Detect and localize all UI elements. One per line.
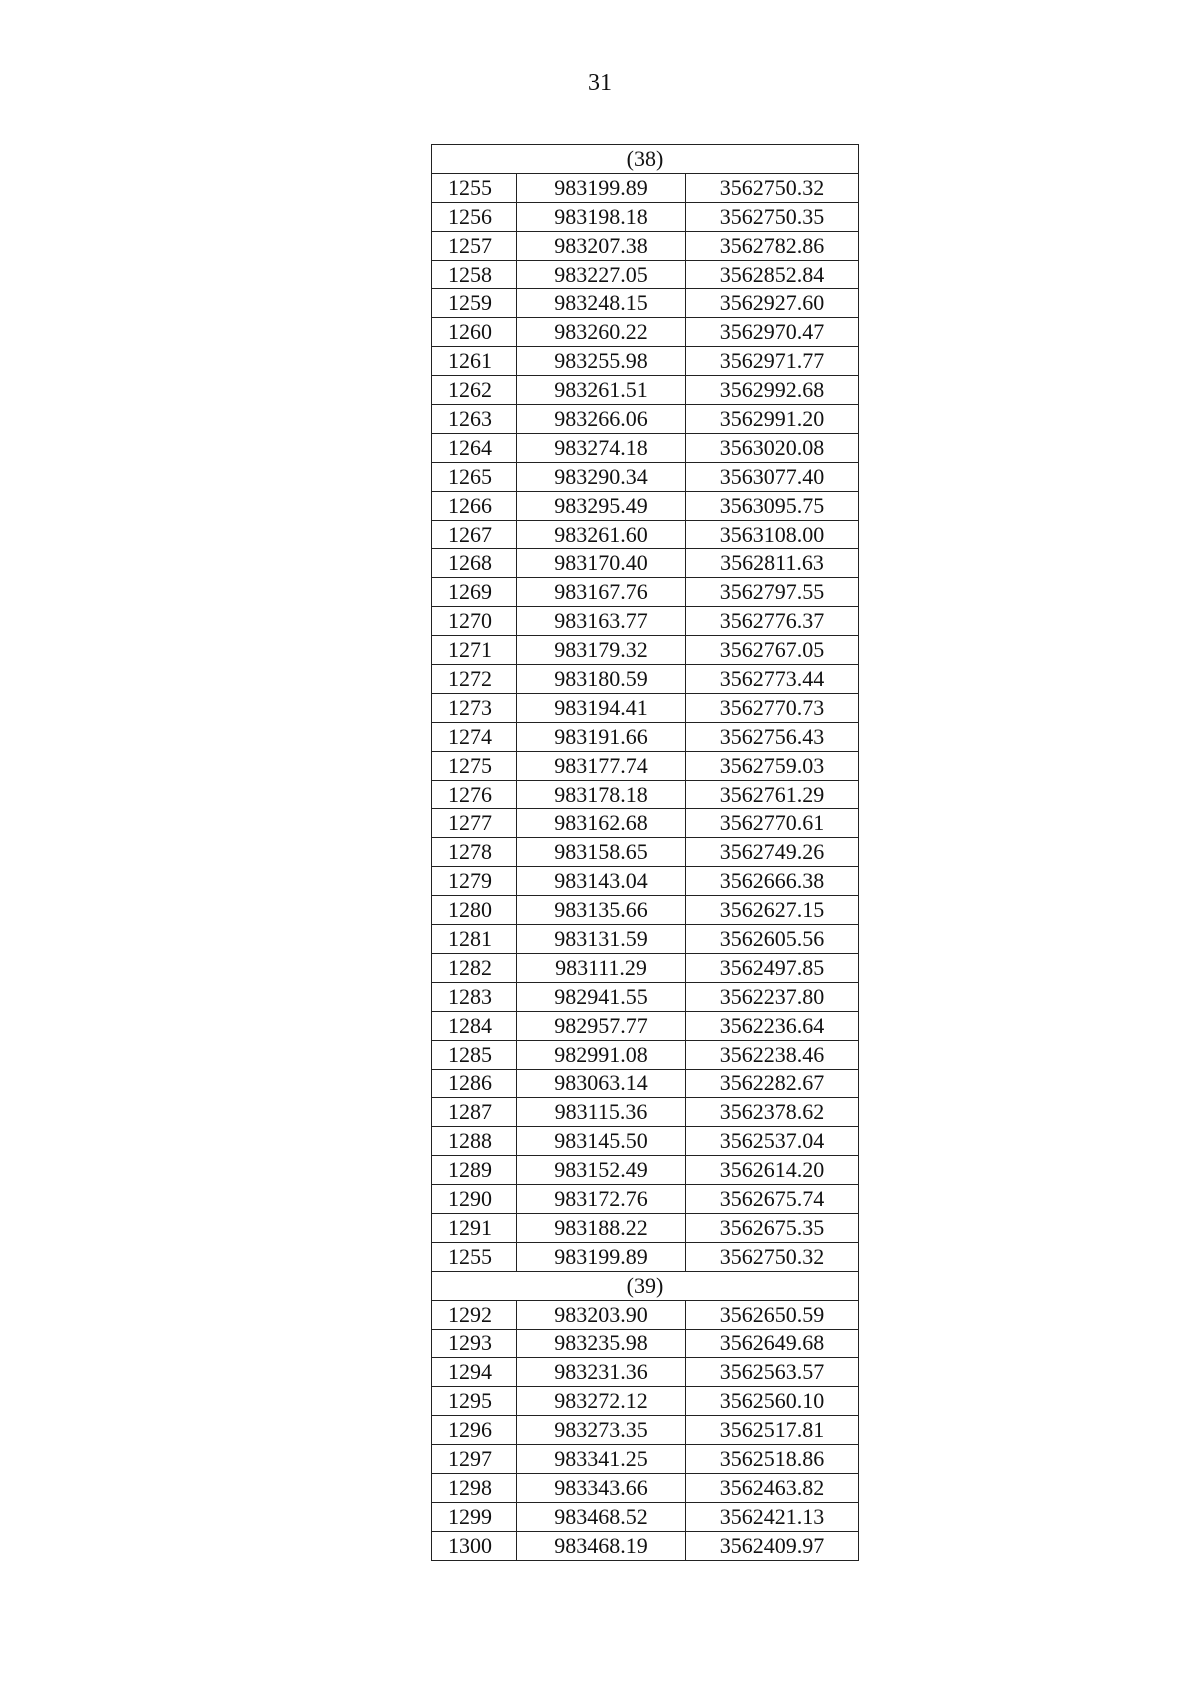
- y-coordinate-cell: 3562517.81: [686, 1416, 859, 1445]
- section-label: (38): [432, 145, 859, 174]
- point-id-cell: 1257: [432, 231, 517, 260]
- point-id-cell: 1289: [432, 1156, 517, 1185]
- table-row: [432, 607, 859, 636]
- table-row: [432, 1445, 859, 1474]
- y-coordinate-cell: 3562236.64: [686, 1011, 859, 1040]
- table-row: [432, 780, 859, 809]
- table-row: [432, 665, 859, 694]
- x-coordinate-cell: 983145.50: [517, 1127, 686, 1156]
- table-row: [432, 1098, 859, 1127]
- y-coordinate-cell: 3562811.63: [686, 549, 859, 578]
- y-coordinate-cell: 3562992.68: [686, 376, 859, 405]
- table-row: [432, 809, 859, 838]
- table-row: [432, 1213, 859, 1242]
- table-row: [432, 1473, 859, 1502]
- point-id-cell: 1281: [432, 925, 517, 954]
- point-id-cell: 1263: [432, 405, 517, 434]
- table-row: [432, 1387, 859, 1416]
- coordinates-table: [431, 144, 859, 1561]
- point-id-cell: 1272: [432, 665, 517, 694]
- point-id-cell: 1274: [432, 722, 517, 751]
- point-id-cell: 1294: [432, 1358, 517, 1387]
- y-coordinate-cell: 3562409.97: [686, 1531, 859, 1560]
- y-coordinate-cell: 3562756.43: [686, 722, 859, 751]
- point-id-cell: 1256: [432, 202, 517, 231]
- point-id-cell: 1258: [432, 260, 517, 289]
- table-row: [432, 1185, 859, 1214]
- point-id-cell: 1300: [432, 1531, 517, 1560]
- y-coordinate-cell: 3562749.26: [686, 838, 859, 867]
- y-coordinate-cell: 3562971.77: [686, 347, 859, 376]
- table-row: [432, 462, 859, 491]
- y-coordinate-cell: 3562463.82: [686, 1473, 859, 1502]
- table-row: [432, 693, 859, 722]
- x-coordinate-cell: 983248.15: [517, 289, 686, 318]
- y-coordinate-cell: 3563095.75: [686, 491, 859, 520]
- x-coordinate-cell: 983172.76: [517, 1185, 686, 1214]
- x-coordinate-cell: 983468.52: [517, 1502, 686, 1531]
- table-row: [432, 722, 859, 751]
- x-coordinate-cell: 983180.59: [517, 665, 686, 694]
- point-id-cell: 1269: [432, 578, 517, 607]
- y-coordinate-cell: 3562518.86: [686, 1445, 859, 1474]
- x-coordinate-cell: 983227.05: [517, 260, 686, 289]
- y-coordinate-cell: 3562770.61: [686, 809, 859, 838]
- point-id-cell: 1280: [432, 896, 517, 925]
- x-coordinate-cell: 983158.65: [517, 838, 686, 867]
- point-id-cell: 1292: [432, 1300, 517, 1329]
- point-id-cell: 1273: [432, 693, 517, 722]
- point-id-cell: 1298: [432, 1473, 517, 1502]
- table-row: [432, 751, 859, 780]
- y-coordinate-cell: 3562560.10: [686, 1387, 859, 1416]
- x-coordinate-cell: 983274.18: [517, 433, 686, 462]
- point-id-cell: 1282: [432, 953, 517, 982]
- point-id-cell: 1265: [432, 462, 517, 491]
- y-coordinate-cell: 3562666.38: [686, 867, 859, 896]
- x-coordinate-cell: 983131.59: [517, 925, 686, 954]
- y-coordinate-cell: 3562852.84: [686, 260, 859, 289]
- y-coordinate-cell: 3562563.57: [686, 1358, 859, 1387]
- y-coordinate-cell: 3562970.47: [686, 318, 859, 347]
- table-row: [432, 636, 859, 665]
- y-coordinate-cell: 3562927.60: [686, 289, 859, 318]
- point-id-cell: 1286: [432, 1069, 517, 1098]
- table-row: [432, 1069, 859, 1098]
- x-coordinate-cell: 983199.89: [517, 173, 686, 202]
- point-id-cell: 1296: [432, 1416, 517, 1445]
- table-row: [432, 520, 859, 549]
- point-id-cell: 1266: [432, 491, 517, 520]
- point-id-cell: 1291: [432, 1213, 517, 1242]
- table-row: [432, 376, 859, 405]
- table-row: [432, 202, 859, 231]
- point-id-cell: 1285: [432, 1040, 517, 1069]
- y-coordinate-cell: 3562759.03: [686, 751, 859, 780]
- table-row: [432, 405, 859, 434]
- point-id-cell: 1255: [432, 1242, 517, 1271]
- table-row: [432, 1416, 859, 1445]
- point-id-cell: 1288: [432, 1127, 517, 1156]
- point-id-cell: 1260: [432, 318, 517, 347]
- x-coordinate-cell: 983188.22: [517, 1213, 686, 1242]
- x-coordinate-cell: 983295.49: [517, 491, 686, 520]
- x-coordinate-cell: 983194.41: [517, 693, 686, 722]
- table-row: [432, 433, 859, 462]
- point-id-cell: 1278: [432, 838, 517, 867]
- y-coordinate-cell: 3563020.08: [686, 433, 859, 462]
- x-coordinate-cell: 983198.18: [517, 202, 686, 231]
- section-header-row: [432, 1271, 859, 1300]
- x-coordinate-cell: 983163.77: [517, 607, 686, 636]
- table-row: [432, 1127, 859, 1156]
- table-row: [432, 347, 859, 376]
- x-coordinate-cell: 983207.38: [517, 231, 686, 260]
- point-id-cell: 1299: [432, 1502, 517, 1531]
- x-coordinate-cell: 983260.22: [517, 318, 686, 347]
- point-id-cell: 1297: [432, 1445, 517, 1474]
- x-coordinate-cell: 983063.14: [517, 1069, 686, 1098]
- y-coordinate-cell: 3563077.40: [686, 462, 859, 491]
- table-row: [432, 549, 859, 578]
- x-coordinate-cell: 983231.36: [517, 1358, 686, 1387]
- y-coordinate-cell: 3562750.32: [686, 173, 859, 202]
- x-coordinate-cell: 983170.40: [517, 549, 686, 578]
- page-number: 31: [588, 70, 612, 96]
- x-coordinate-cell: 983266.06: [517, 405, 686, 434]
- table-row: [432, 491, 859, 520]
- x-coordinate-cell: 983179.32: [517, 636, 686, 665]
- table-row: [432, 838, 859, 867]
- point-id-cell: 1261: [432, 347, 517, 376]
- point-id-cell: 1267: [432, 520, 517, 549]
- y-coordinate-cell: 3562421.13: [686, 1502, 859, 1531]
- x-coordinate-cell: 982991.08: [517, 1040, 686, 1069]
- x-coordinate-cell: 983167.76: [517, 578, 686, 607]
- x-coordinate-cell: 983468.19: [517, 1531, 686, 1560]
- x-coordinate-cell: 983162.68: [517, 809, 686, 838]
- point-id-cell: 1287: [432, 1098, 517, 1127]
- x-coordinate-cell: 983115.36: [517, 1098, 686, 1127]
- table-row: [432, 1011, 859, 1040]
- y-coordinate-cell: 3562797.55: [686, 578, 859, 607]
- y-coordinate-cell: 3562761.29: [686, 780, 859, 809]
- x-coordinate-cell: 983261.51: [517, 376, 686, 405]
- y-coordinate-cell: 3562282.67: [686, 1069, 859, 1098]
- point-id-cell: 1255: [432, 173, 517, 202]
- point-id-cell: 1268: [432, 549, 517, 578]
- point-id-cell: 1290: [432, 1185, 517, 1214]
- table-row: [432, 260, 859, 289]
- table-row: [432, 1156, 859, 1185]
- x-coordinate-cell: 982957.77: [517, 1011, 686, 1040]
- y-coordinate-cell: 3562237.80: [686, 982, 859, 1011]
- y-coordinate-cell: 3562497.85: [686, 953, 859, 982]
- point-id-cell: 1259: [432, 289, 517, 318]
- point-id-cell: 1262: [432, 376, 517, 405]
- y-coordinate-cell: 3562378.62: [686, 1098, 859, 1127]
- table-row: [432, 1329, 859, 1358]
- y-coordinate-cell: 3562627.15: [686, 896, 859, 925]
- y-coordinate-cell: 3562782.86: [686, 231, 859, 260]
- point-id-cell: 1283: [432, 982, 517, 1011]
- table-row: [432, 173, 859, 202]
- coordinates-table-body: [432, 145, 859, 1561]
- y-coordinate-cell: 3562750.35: [686, 202, 859, 231]
- x-coordinate-cell: 983272.12: [517, 1387, 686, 1416]
- y-coordinate-cell: 3562649.68: [686, 1329, 859, 1358]
- table-row: [432, 1242, 859, 1271]
- y-coordinate-cell: 3562773.44: [686, 665, 859, 694]
- x-coordinate-cell: 983135.66: [517, 896, 686, 925]
- point-id-cell: 1284: [432, 1011, 517, 1040]
- point-id-cell: 1271: [432, 636, 517, 665]
- point-id-cell: 1275: [432, 751, 517, 780]
- table-row: [432, 1358, 859, 1387]
- x-coordinate-cell: 983341.25: [517, 1445, 686, 1474]
- table-row: [432, 925, 859, 954]
- x-coordinate-cell: 983199.89: [517, 1242, 686, 1271]
- table-row: [432, 231, 859, 260]
- table-row: [432, 896, 859, 925]
- x-coordinate-cell: 983191.66: [517, 722, 686, 751]
- point-id-cell: 1276: [432, 780, 517, 809]
- point-id-cell: 1264: [432, 433, 517, 462]
- table-row: [432, 289, 859, 318]
- table-row: [432, 982, 859, 1011]
- x-coordinate-cell: 983273.35: [517, 1416, 686, 1445]
- table-row: [432, 318, 859, 347]
- table-row: [432, 1502, 859, 1531]
- x-coordinate-cell: 983203.90: [517, 1300, 686, 1329]
- y-coordinate-cell: 3563108.00: [686, 520, 859, 549]
- table-row: [432, 1300, 859, 1329]
- point-id-cell: 1279: [432, 867, 517, 896]
- y-coordinate-cell: 3562605.56: [686, 925, 859, 954]
- x-coordinate-cell: 983178.18: [517, 780, 686, 809]
- y-coordinate-cell: 3562650.59: [686, 1300, 859, 1329]
- x-coordinate-cell: 983290.34: [517, 462, 686, 491]
- y-coordinate-cell: 3562238.46: [686, 1040, 859, 1069]
- x-coordinate-cell: 983177.74: [517, 751, 686, 780]
- y-coordinate-cell: 3562614.20: [686, 1156, 859, 1185]
- y-coordinate-cell: 3562991.20: [686, 405, 859, 434]
- table-row: [432, 1040, 859, 1069]
- y-coordinate-cell: 3562750.32: [686, 1242, 859, 1271]
- table-row: [432, 1531, 859, 1560]
- point-id-cell: 1295: [432, 1387, 517, 1416]
- point-id-cell: 1270: [432, 607, 517, 636]
- table-row: [432, 578, 859, 607]
- y-coordinate-cell: 3562770.73: [686, 693, 859, 722]
- x-coordinate-cell: 983111.29: [517, 953, 686, 982]
- y-coordinate-cell: 3562675.35: [686, 1213, 859, 1242]
- x-coordinate-cell: 983343.66: [517, 1473, 686, 1502]
- x-coordinate-cell: 983261.60: [517, 520, 686, 549]
- y-coordinate-cell: 3562675.74: [686, 1185, 859, 1214]
- x-coordinate-cell: 982941.55: [517, 982, 686, 1011]
- y-coordinate-cell: 3562537.04: [686, 1127, 859, 1156]
- section-label: (39): [432, 1271, 859, 1300]
- x-coordinate-cell: 983235.98: [517, 1329, 686, 1358]
- x-coordinate-cell: 983152.49: [517, 1156, 686, 1185]
- y-coordinate-cell: 3562767.05: [686, 636, 859, 665]
- point-id-cell: 1277: [432, 809, 517, 838]
- x-coordinate-cell: 983143.04: [517, 867, 686, 896]
- section-header-row: [432, 145, 859, 174]
- table-row: [432, 953, 859, 982]
- point-id-cell: 1293: [432, 1329, 517, 1358]
- y-coordinate-cell: 3562776.37: [686, 607, 859, 636]
- table-row: [432, 867, 859, 896]
- x-coordinate-cell: 983255.98: [517, 347, 686, 376]
